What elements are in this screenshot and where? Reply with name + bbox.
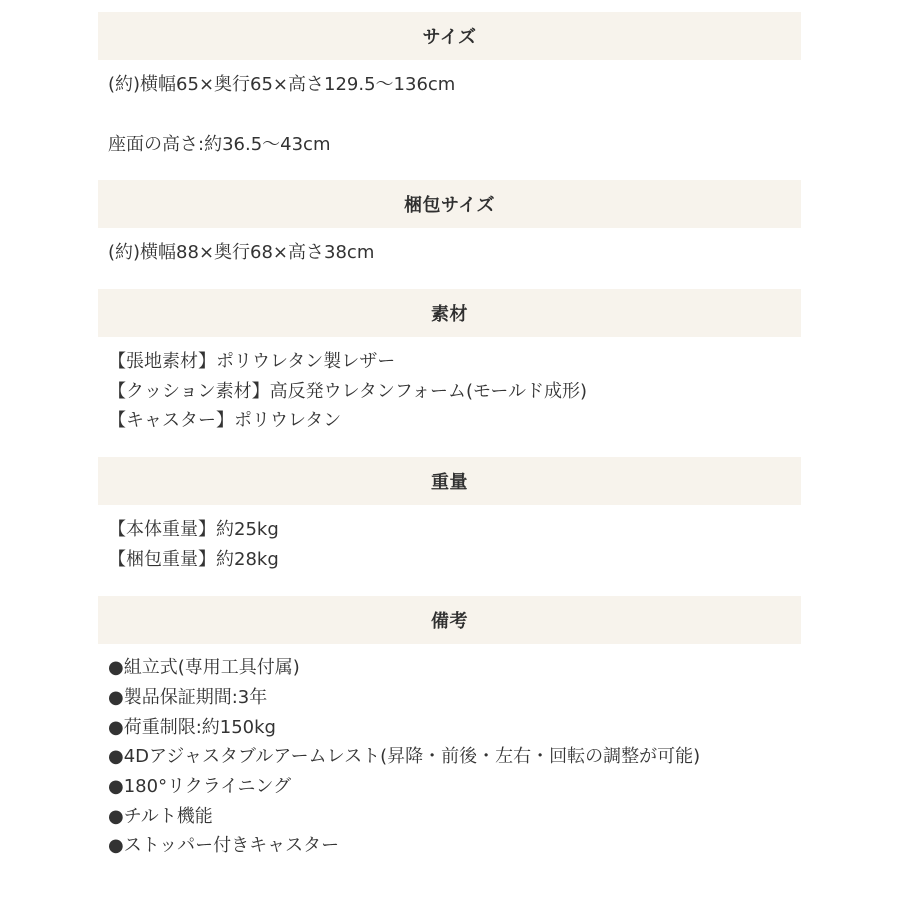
seat-height: 座面の高さ:約36.5〜43cm	[108, 134, 331, 155]
material-cushion: 【クッション素材】高反発ウレタンフォーム(モールド成形)	[108, 381, 587, 402]
material-upholstery: 【張地素材】ポリウレタン製レザー	[108, 351, 396, 372]
weight-body: 【本体重量】約25kg	[108, 519, 279, 540]
section-header-material: 素材	[98, 289, 801, 337]
note-caster: ●ストッパー付きキャスター	[108, 835, 340, 856]
material-caster: 【キャスター】ポリウレタン	[108, 410, 342, 431]
size-dimensions: (約)横幅65×奥行65×高さ129.5〜136cm	[108, 74, 456, 95]
note-load-limit: ●荷重制限:約150kg	[108, 717, 276, 738]
note-warranty: ●製品保証期間:3年	[108, 687, 268, 708]
weight-package: 【梱包重量】約28kg	[108, 549, 279, 570]
section-header-package-size: 梱包サイズ	[98, 180, 801, 228]
section-header-size: サイズ	[98, 12, 801, 60]
package-dimensions: (約)横幅88×奥行68×高さ38cm	[108, 242, 375, 263]
section-header-weight: 重量	[98, 457, 801, 505]
note-assembly: ●組立式(専用工具付属)	[108, 657, 300, 678]
note-armrest: ●4Dアジャスタブルアームレスト(昇降・前後・左右・回転の調整が可能)	[108, 746, 701, 767]
note-recline: ●180°リクライニング	[108, 776, 292, 797]
section-header-notes: 備考	[98, 596, 801, 644]
note-tilt: ●チルト機能	[108, 806, 213, 827]
